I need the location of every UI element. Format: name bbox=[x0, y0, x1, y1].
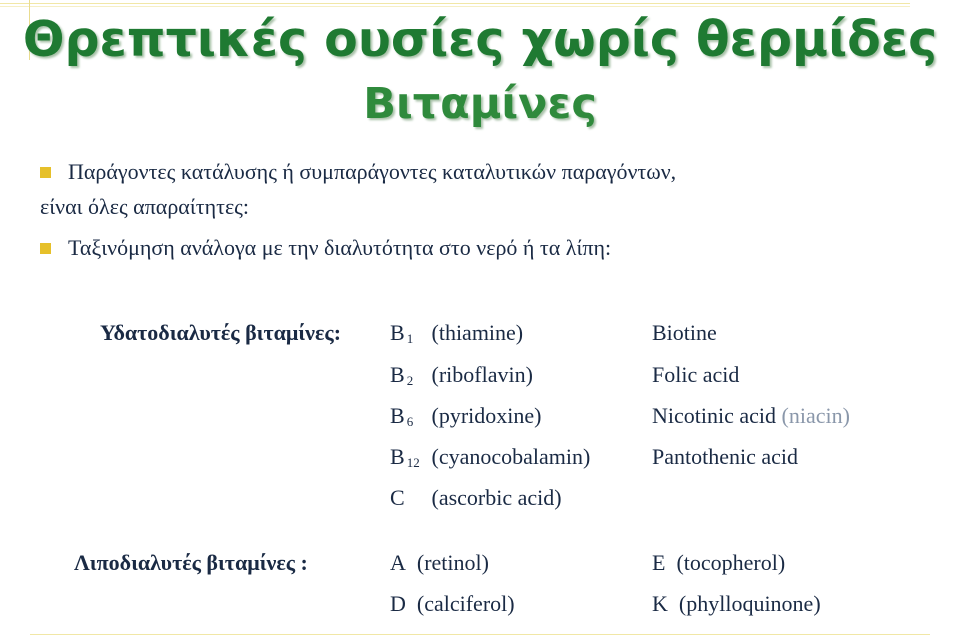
vitamin-biotine: Biotine bbox=[652, 320, 717, 345]
vitamin-folic-acid: Folic acid bbox=[652, 362, 740, 387]
bullet-square-icon bbox=[40, 243, 51, 254]
vitamin-k: K (phylloquinone) bbox=[652, 591, 821, 616]
vitamin-b1: B $_1$ (thiamine) bbox=[390, 320, 524, 346]
bullet-text-1-line-2: είναι όλες απαραίτητες: bbox=[40, 194, 249, 219]
vitamin-d: D (calciferol) bbox=[390, 591, 515, 616]
bullet-square-icon bbox=[40, 167, 51, 178]
water-soluble-label: Υδατοδιαλυτές βιταμίνες: bbox=[100, 320, 342, 345]
bullet-text-2: Ταξινόμηση ανάλογα με την διαλυτότητα στο νερό ή τα λίπη: bbox=[68, 235, 612, 260]
vitamin-b6: B $_6$ (pyridoxine) bbox=[390, 403, 542, 429]
frame-line-bottom bbox=[30, 634, 930, 635]
vitamin-nicotinic-acid: Nicotinic acid (niacin) bbox=[652, 403, 850, 428]
slide-subtitle: Βιταμίνες bbox=[363, 79, 597, 129]
fat-soluble-label: Λιποδιαλυτές βιταμίνες : bbox=[74, 550, 308, 575]
vitamin-e: E (tocopherol) bbox=[652, 550, 786, 575]
vitamin-c: C (ascorbic acid) bbox=[390, 485, 562, 510]
vitamin-b12: B $_{12}$ (cyanocobalamin) bbox=[390, 444, 591, 470]
vitamin-b2: B $_2$ (riboflavin) bbox=[390, 362, 533, 388]
vitamin-a: A (retinol) bbox=[390, 550, 489, 575]
vitamin-pantothenic-acid: Pantothenic acid bbox=[652, 444, 799, 469]
slide-title: Θρεπτικές ουσίες χωρίς θερμίδες bbox=[22, 11, 938, 68]
bullet-text-1-line-1: Παράγοντες κατάλυσης ή συμπαράγοντες καταλυτικών παραγόντων, bbox=[68, 159, 677, 184]
